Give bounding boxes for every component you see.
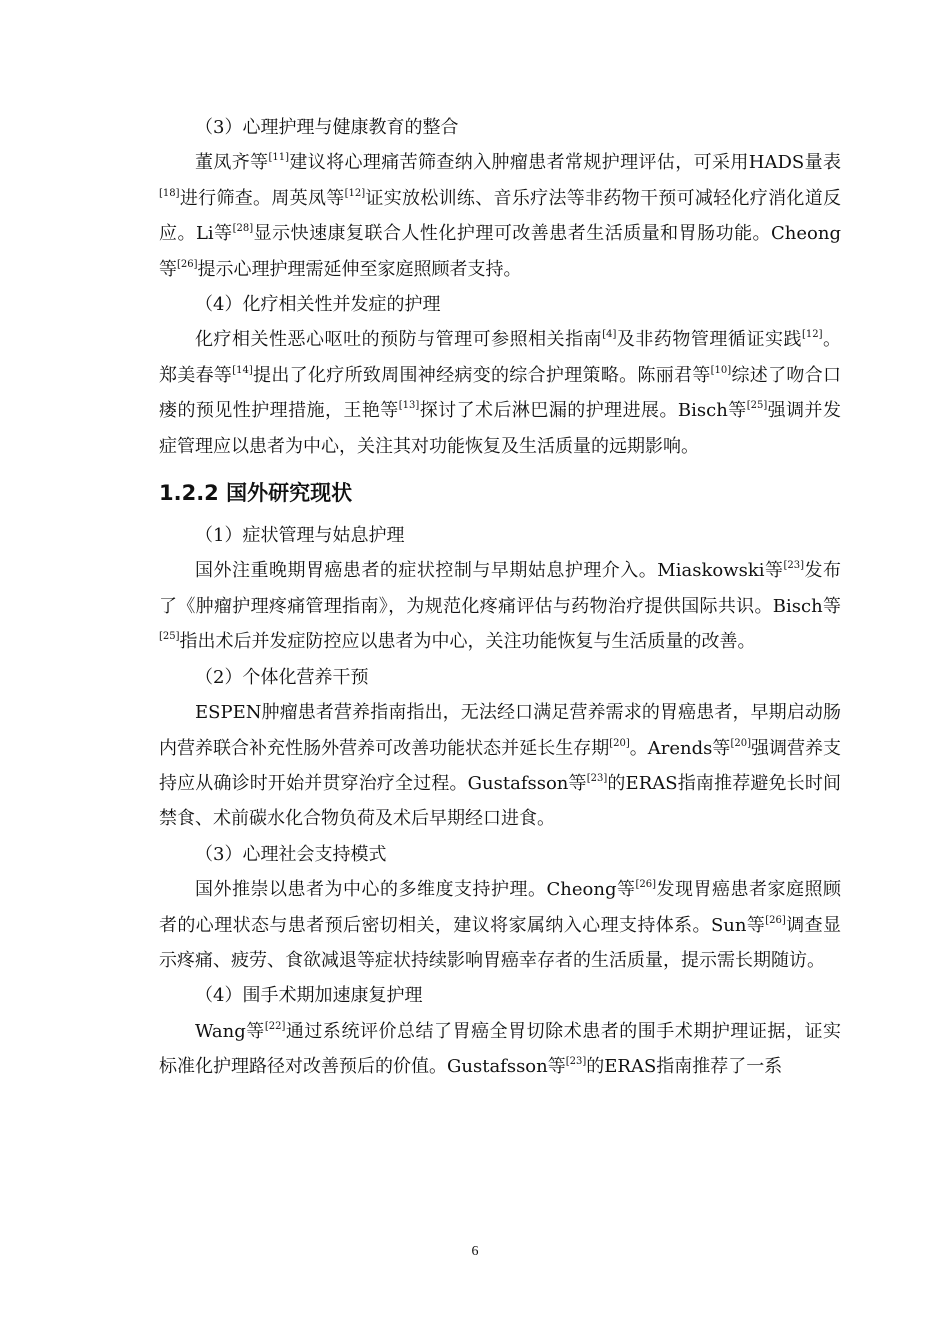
citation: [23] [586,772,608,784]
citation: [20] [730,737,751,749]
citation: [26] [765,914,786,926]
subheading-chemo-complications: （4）化疗相关性并发症的护理 [195,294,441,316]
body-text [159,110,841,1085]
page-number: 6 [471,1244,479,1259]
section-heading-foreign-research: 1.2.2 国外研究现状 [159,481,353,506]
citation: [25] [159,631,180,643]
subheading-perioperative: （4）围手术期加速康复护理 [195,985,423,1007]
paragraph-perioperative: Wang等[22]通过系统评价总结了胃癌全胃切除术患者的围手术期护理证据，证实标准化护理路径对改善预后的价值。Gustafsson等[23]的ERAS指南推荐了一系 [159,1020,841,1078]
subheading-symptom-palliative: （1）症状管理与姑息护理 [195,525,405,547]
subheading-nutrition: （2）个体化营养干预 [195,666,369,688]
citation: [11] [268,152,290,164]
citation: [26] [177,258,198,270]
citation: [25] [746,400,768,412]
citation: [10] [710,364,732,376]
paragraph-psych-nursing: 董凤齐等[11]建议将心理痛苦筛查纳入肿瘤患者常规护理评估，可采用HADS量表[18]进行筛查。周英凤等[12]证实放松训练、音乐疗法等非药物干预可减轻化疗消化道反应。Li等[28]显示快速康复联合人性化护理可改善患者生活质量和胃肠功能。Cheong等[26]提示心理护理需延伸至家庭照顾者支持。 [159,152,842,280]
subheading-psychosocial: （3）心理社会支持模式 [195,843,387,865]
paragraph-symptom-palliative: 国外注重晚期胃癌患者的症状控制与早期姑息护理介入。Miaskowski等[23]发布了《肿瘤护理疼痛管理指南》，为规范化疼痛评估与药物治疗提供国际共识。Bisch等[25]指出术后并发症防控应以患者为中心，关注功能恢复与生活质量的改善。 [159,560,841,653]
citation: [22] [264,1020,286,1032]
citation: [28] [232,223,254,235]
citation: [20] [609,737,630,749]
citation: [14] [232,364,253,376]
citation: [26] [635,879,656,891]
citation: [12] [344,187,366,199]
paragraph-psychosocial: 国外推崇以患者为中心的多维度支持护理。Cheong等[26]发现胃癌患者家庭照顾者的心理状态与患者预后密切相关，建议将家属纳入心理支持体系。Sun等[26]调查显示疼痛、疲劳、食欲减退等症状持续影响胃癌幸存者的生活质量，提示需长期随访。 [159,879,842,971]
subheading-psych-health-education: （3）心理护理与健康教育的整合 [195,117,459,138]
paragraph-chemo-complications: 化疗相关性恶心呕吐的预防与管理可参照相关指南[4]及非药物管理循证实践[12]。郑美春等[14]提出了化疗所致周围神经病变的综合护理策略。陈丽君等[10]综述了吻合口瘘的预见性护理措施，王艳等[13]探讨了术后淋巴漏的护理进展。Bisch等[25]强调并发症管理应以患者为中心，关注其对功能恢复及生活质量的远期影响。 [159,329,842,457]
citation: [12] [801,329,823,341]
citation: [23] [565,1056,587,1068]
citation: [4] [602,329,617,341]
paragraph-nutrition: ESPEN肿瘤患者营养指南指出，无法经口满足营养需求的胃癌患者，早期启动肠内营养联合补充性肠外营养可改善功能状态并延长生存期[20]。Arends等[20]强调营养支持应从确诊时开始并贯穿治疗全过程。Gustafsson等[23]的ERAS指南推荐避免长时间禁食、术前碳水化合物负荷及术后早期经口进食。 [159,702,842,830]
citation: [18] [159,187,180,199]
citation: [23] [783,560,805,572]
citation: [13] [398,400,420,412]
